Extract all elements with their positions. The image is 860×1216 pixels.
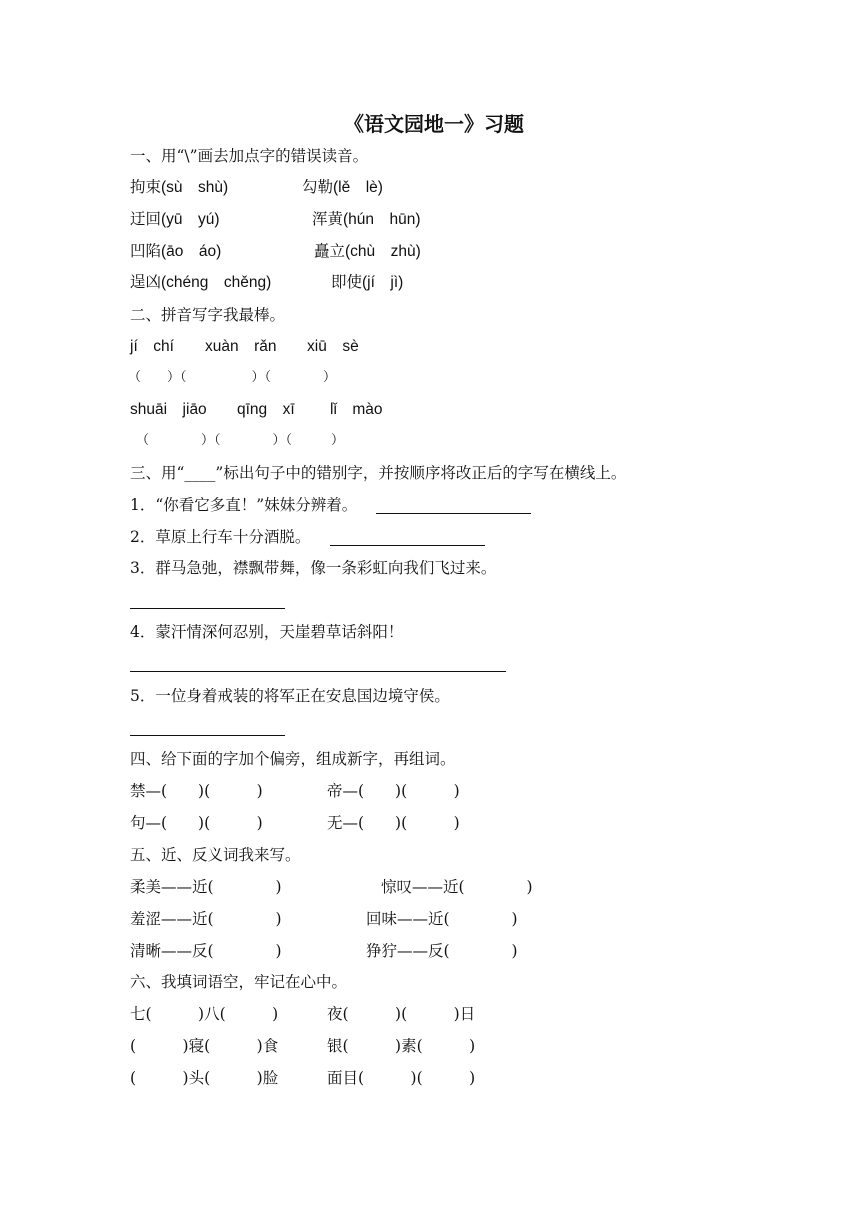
idiom-item[interactable]: 七( )八( ) [130, 1005, 279, 1023]
radical-item[interactable]: 句—( )( ) [130, 814, 263, 832]
sentence-item: 4．蒙汗情深何忍别，天崖碧草话斜阳！ [130, 623, 404, 641]
section-2-heading: 二、拼音写字我最棒。 [130, 306, 286, 324]
sec1-item: 勾勒(lě lè) [302, 179, 383, 196]
pinyin-item: jí chí [130, 338, 174, 355]
sec1-item: 浑黄(hún hūn) [312, 211, 421, 228]
idiom-item[interactable]: ( )寝( )食 [130, 1037, 279, 1055]
answer-line[interactable] [130, 608, 285, 609]
section-6-heading: 六、我填词语空，牢记在心中。 [130, 973, 348, 991]
pinyin-item: qīng xī [237, 401, 295, 418]
radical-item[interactable]: 帝—( )( ) [327, 782, 460, 800]
synonym-item[interactable]: 羞涩——近( ) [130, 910, 282, 928]
sec1-item: 拘束(sù shù) [130, 179, 229, 196]
sentence-item: 2．草原上行车十分酒脱。 [130, 528, 311, 546]
section-4-heading: 四、给下面的字加个偏旁，组成新字，再组词。 [130, 750, 456, 768]
answer-line[interactable] [130, 671, 506, 672]
idiom-item[interactable]: 夜( )( )日 [327, 1005, 476, 1023]
answer-brackets[interactable]: （ ）（ ）（ ） [128, 370, 337, 385]
idiom-item[interactable]: 银( )素( ) [327, 1037, 476, 1055]
pinyin-item: lǐ mào [330, 401, 383, 418]
answer-brackets[interactable]: （ ）（ ）（ ） [136, 433, 345, 448]
sentence-item: 5．一位身着戒装的将军正在安息国边境守侯。 [130, 687, 450, 705]
section-5-heading: 五、近、反义词我来写。 [130, 846, 301, 864]
sec1-item: 矗立(chù zhù) [314, 243, 421, 260]
pinyin-item: xiū sè [307, 338, 359, 355]
answer-line[interactable] [130, 735, 285, 736]
sec1-item: 即使(jí jì) [331, 274, 404, 291]
answer-line[interactable] [376, 513, 531, 514]
sentence-item: 1．“你看它多直！”妹妹分辨着。 [130, 496, 358, 514]
pinyin-item: shuāi jiāo [130, 401, 207, 418]
synonym-item[interactable]: 柔美——近( ) [130, 878, 282, 896]
page-title: 《语文园地一》习题 [344, 112, 524, 136]
antonym-item[interactable]: 清晰——反( ) [130, 942, 282, 960]
synonym-item[interactable]: 回味——近( ) [366, 910, 518, 928]
section-1-heading: 一、用“\”画去加点字的错误读音。 [130, 147, 369, 165]
radical-item[interactable]: 禁—( )( ) [130, 782, 263, 800]
idiom-item[interactable]: ( )头( )脸 [130, 1069, 279, 1087]
synonym-item[interactable]: 惊叹——近( ) [381, 878, 533, 896]
idiom-item[interactable]: 面目( )( ) [327, 1069, 476, 1087]
sec1-item: 凹陷(āo áo) [130, 243, 222, 260]
pinyin-item: xuàn rǎn [205, 338, 277, 355]
answer-line[interactable] [330, 545, 485, 546]
sentence-item: 3．群马急弛，襟飘带舞，像一条彩虹向我们飞过来。 [130, 559, 497, 577]
antonym-item[interactable]: 狰狞——反( ) [366, 942, 518, 960]
radical-item[interactable]: 无—( )( ) [327, 814, 460, 832]
sec1-item: 逞凶(chéng chěng) [130, 274, 272, 291]
sec1-item: 迂回(yū yú) [130, 211, 220, 228]
section-3-heading: 三、用“____”标出句子中的错别字，并按顺序将改正后的字写在横线上。 [130, 464, 627, 482]
